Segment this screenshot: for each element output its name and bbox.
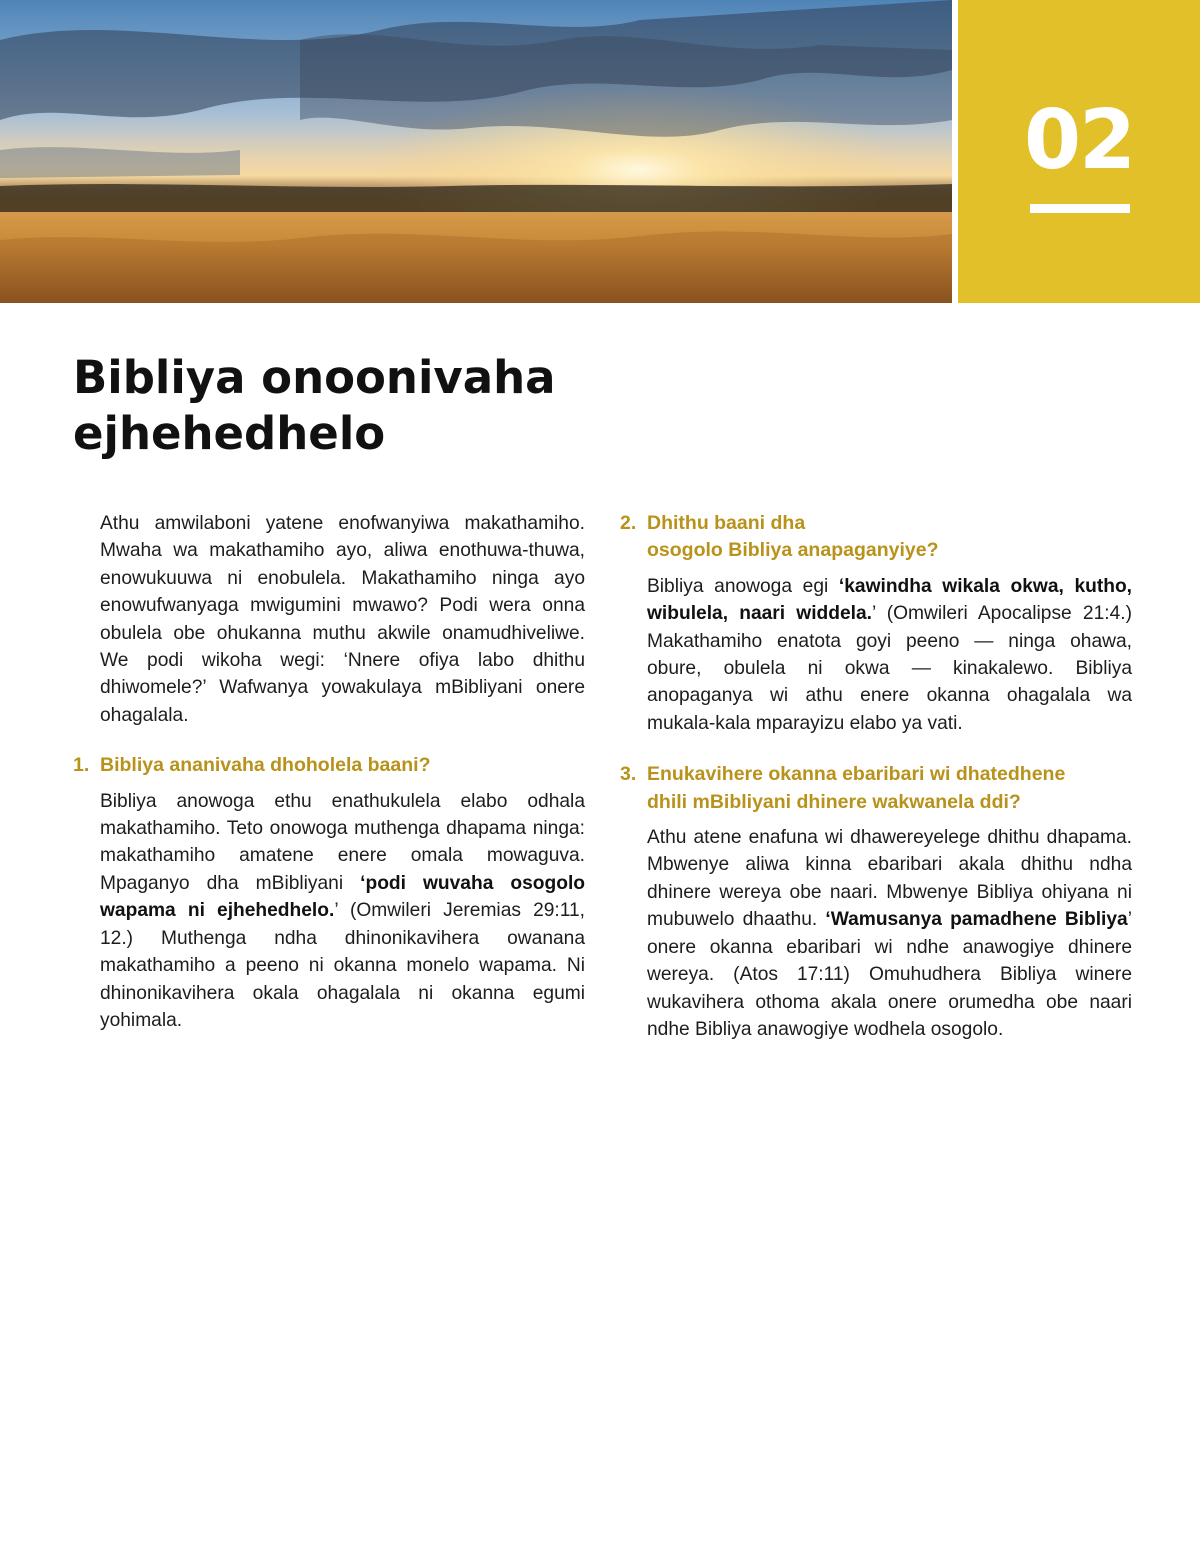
- section-1-paragraph: [73, 788, 585, 1035]
- hero-image-wheat-field-sunset: [0, 0, 952, 303]
- section-2-heading-line-1: Dhithu baani dha: [647, 512, 806, 534]
- section-1-number: 1.: [73, 754, 90, 777]
- section-3-heading-line-1: Enukavihere okanna ebaribari wi dhatedhene: [647, 763, 1066, 786]
- section-3-text-after: ’ onere okanna ebaribari wi ndhe anawogiye dhinere wereya. (Atos 17:11) Omuhudhera Bibliya winere wukavihera othoma akala onere orumedha obe naari ndhe Bibliya anawogiye wodhela osogolo.: [647, 909, 1132, 1040]
- page-title-line-1: Bibliya onoonivaha: [73, 351, 556, 404]
- section-1-text-after: ’ (Omwileri Jeremias 29:11, 12.) Muthenga ndha dhinonikavihera owanana makathamiho a peeno ni okanna monelo wapama. Ni dhinonikavihera okala ohagalala ni okanna egumi yohimala.: [100, 900, 585, 1031]
- section-2-bold-quote: ‘kawindha wikala okwa, kutho, wibulela, naari widdela.: [647, 575, 1132, 625]
- section-2-paragraph: [620, 573, 1132, 737]
- section-3-text-before: Athu atene enafuna wi dhawereyelege dhithu dhapama. Mbwenye aliwa kinna ebaribari akala dhithu ndha dhinere wereya obe naari. Mbwenye Bibliya ohiyana ni mubuwelo dhaathu.: [647, 827, 1132, 931]
- chapter-number: 02: [1023, 93, 1135, 188]
- section-1-text-before: Bibliya anowoga ethu enathukulela elabo odhala makathamiho. Teto onowoga muthenga dhapama ninga: makathamiho amatene enere omala mowaguva. Mpaganyo dha mBibliyani: [100, 790, 585, 894]
- section-1-heading-text: Bibliya ananivaha dhoholela baani?: [100, 754, 431, 777]
- page-title-line-2: ejhehedhelo: [73, 407, 386, 460]
- chapter-number-underline: [1030, 204, 1130, 213]
- section-2-number: 2.: [620, 512, 637, 534]
- section-3-bold-quote: ‘Wamusanya pamadhene Bibliya: [825, 909, 1128, 931]
- section-2-heading-line-2: osogolo Bibliya anapaganyiye?: [647, 539, 939, 562]
- section-1-bold-quote: ‘podi wuvaha osogolo wapama ni ejhehedhelo.: [100, 872, 585, 922]
- right-column: [620, 510, 1132, 1043]
- section-3-paragraph: [620, 824, 1132, 1043]
- section-2-heading: [620, 510, 1132, 565]
- intro-paragraph: Athu amwilaboni yatene enofwanyiwa makathamiho. Mwaha wa makathamiho ayo, aliwa enothuwa-thuwa, enowukuuwa ni enobulela. Makathamiho ninga ayo enowufwanyaga mwigumini mwawo? Podi wera onna obulela obe ohukanna muthu akwile onamudhiveliwe. We podi wikoha wegi: ‘Nnere ofiya labo dhithu dhiwomele?’ Wafwanya yowakulaya mBibliyani onere ohagalala.: [100, 513, 585, 726]
- section-3-number: 3.: [620, 763, 637, 786]
- section-3-heading: [620, 761, 1132, 816]
- page-title: [73, 350, 773, 462]
- section-2-text-before: Bibliya anowoga egi: [647, 575, 839, 597]
- section-2-text-after: ’ (Omwileri Apocalipse 21:4.) Makathamiho enatota goyi peeno — ninga ohawa, obure, obulela ni okwa — kinakalewo. Bibliya anopaganya wi athu enere okanna ohagalala wa mukala-kala mparayizu elabo ya vati.: [647, 603, 1132, 734]
- hero-landscape-illustration: [0, 0, 952, 303]
- section-3-heading-line-2: dhili mBibliyani dhinere wakwanela ddi?: [647, 790, 1021, 813]
- section-1-heading: [73, 752, 585, 779]
- left-column: [73, 510, 585, 1034]
